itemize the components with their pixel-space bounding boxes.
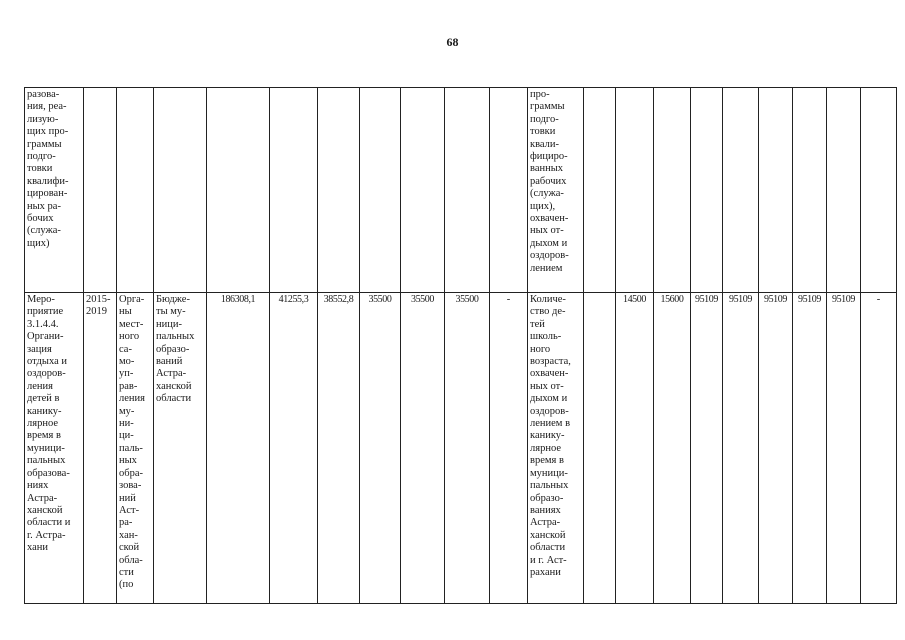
amount-year3-cell: [360, 88, 401, 293]
event-source-text: Бюдже- ты му- ници- пальных образо- ваний Астра- ханской области: [156, 294, 195, 405]
indicator-value-extra: -: [861, 293, 897, 604]
amount-total: 186308,1: [207, 293, 270, 604]
unit-cell: [584, 88, 616, 293]
event-executor-text: Орга- ны мест- ного са- мо- уп- рав- ления му- ни- ци- паль- ных обра- зова- ний Аст- ра- хан- ской обла- сти (по: [119, 294, 145, 591]
amount-year4-cell: [401, 88, 445, 293]
amount-year5-cell: [445, 88, 490, 293]
indicator-value: 15600: [654, 293, 691, 604]
amount-year1-cell: [270, 88, 318, 293]
value-cell: [861, 88, 897, 293]
value-cell: [827, 88, 861, 293]
indicator-value: 95109: [793, 293, 827, 604]
indicator-text: про- граммы подго- товки квали- фициро- ванных рабочих (служа- щих), охвачен- ных от- дыхом и оздоров- лением: [530, 89, 569, 274]
indicator-value: 95109: [827, 293, 861, 604]
amount-year5: 35500: [445, 293, 490, 604]
value-cell: [759, 88, 793, 293]
amount-year1: 41255,3: [270, 293, 318, 604]
value-cell: [616, 88, 654, 293]
unit-cell: [584, 293, 616, 604]
table-row-event: [25, 293, 897, 604]
amount-year2-cell: [318, 88, 360, 293]
indicator-value: 14500: [616, 293, 654, 604]
event-indicator-cell: [528, 293, 584, 604]
description-text: разова- ния, реа- лизую- щих про- граммы подго- товки квалифи- цирован- ных ра- бочих (служа- щих): [27, 89, 69, 249]
event-indicator-text: Количе- ство де- тей школь- ного возраста, охвачен- ных от- дыхом и оздоров- лением в канику- лярное время в муници- пальных образо- ваниях Астра- ханской области и г. Аст- рахани: [530, 294, 571, 578]
value-cell: [691, 88, 723, 293]
page-number: 68: [446, 35, 459, 49]
period-cell: [84, 88, 117, 293]
program-table: [24, 87, 897, 604]
event-period-cell: [84, 293, 117, 604]
indicator-value: 95109: [759, 293, 793, 604]
source-cell: [154, 88, 207, 293]
value-cell: [654, 88, 691, 293]
value-cell: [723, 88, 759, 293]
amount-year2: 38552,8: [318, 293, 360, 604]
event-name-text: Меро- приятие 3.1.4.4. Органи- зация отдыха и оздоров- ления детей в канику- лярное время в муници- пальных образова- ниях Астра- ханской области и г. Астра- хани: [27, 294, 71, 554]
indicator-value: 95109: [723, 293, 759, 604]
amount-total-cell: [207, 88, 270, 293]
value-cell: [793, 88, 827, 293]
event-source-cell: [154, 293, 207, 604]
table-row-continued: [25, 88, 897, 293]
indicator-value: 95109: [691, 293, 723, 604]
event-period-text: 2015- 2019: [86, 294, 111, 318]
amount-extra-cell: [490, 88, 528, 293]
event-name-cell: [25, 293, 84, 604]
indicator-cell: [528, 88, 584, 293]
description-cell: [25, 88, 84, 293]
amount-year4: 35500: [401, 293, 445, 604]
executor-cell: [117, 88, 154, 293]
amount-extra: -: [490, 293, 528, 604]
amount-year3: 35500: [360, 293, 401, 604]
event-executor-cell: [117, 293, 154, 604]
